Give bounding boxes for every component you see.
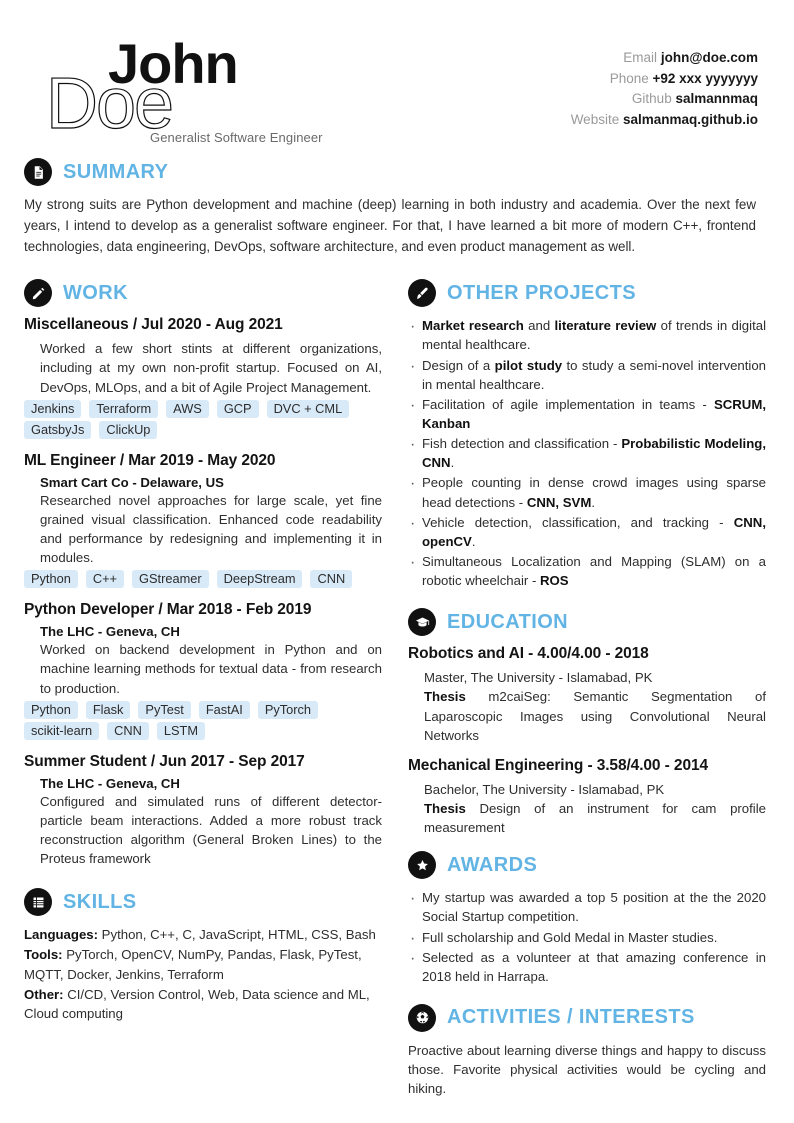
contact-label-website: Website bbox=[570, 111, 620, 127]
paintbrush-icon bbox=[408, 279, 436, 307]
star-icon bbox=[408, 851, 436, 879]
skills-line-languages bbox=[24, 925, 382, 945]
list-item bbox=[408, 473, 766, 511]
work-entry-desc: Worked on backend development in Python and on machine learning methods for textual data - from research to production. bbox=[40, 642, 382, 696]
education-entry-title: Robotics and AI - 4.00/4.00 - 2018 bbox=[408, 645, 649, 663]
section-work bbox=[24, 279, 382, 868]
section-summary bbox=[24, 158, 758, 257]
skill-tag: FastAI bbox=[199, 701, 250, 719]
skill-tag: GatsbyJs bbox=[24, 421, 91, 439]
list-item-text: to study a semi-novel intervention in mental healthcare. bbox=[422, 357, 766, 392]
other-projects-heading bbox=[408, 279, 766, 307]
education-entry-degree: Bachelor, The University - Islamabad, PK bbox=[424, 781, 665, 797]
contact-label-email: Email bbox=[623, 50, 658, 65]
work-entry-org: Smart Cart Co - Delaware, US bbox=[40, 474, 224, 490]
skills-value-languages: Python, C++, C, JavaScript, HTML, CSS, Bash bbox=[98, 927, 376, 943]
list-item-text: Design of a bbox=[422, 357, 495, 373]
work-entry-desc: Worked a few short stints at different organizations, including at my own non-profit startup. Focused on AI, DevOps, MLOps, and a bit of Agile Project Management. bbox=[40, 341, 382, 395]
list-item-text: Simultaneous Localization and Mapping (SLAM) on a robotic wheelchair - bbox=[422, 553, 766, 589]
skill-tag: PyTest bbox=[138, 701, 190, 719]
list-item bbox=[408, 316, 766, 354]
education-heading bbox=[408, 608, 766, 636]
skills-value-tools: PyTorch, OpenCV, NumPy, Pandas, Flask, PyTest, MQTT, Docker, Jenkins, Terraform bbox=[24, 947, 362, 982]
contact-value-website[interactable]: salmanmaq.github.io bbox=[622, 111, 758, 127]
name-block bbox=[24, 22, 404, 145]
job-title: Generalist Software Engineer bbox=[150, 130, 323, 145]
awards-list bbox=[408, 888, 766, 986]
thesis-label: Thesis bbox=[424, 689, 466, 705]
contact-row-website bbox=[571, 110, 758, 131]
education-entry bbox=[408, 645, 766, 745]
other-projects-title: OTHER PROJECTS bbox=[447, 281, 636, 304]
contact-value-email[interactable]: john@doe.com bbox=[660, 50, 758, 65]
summary-heading bbox=[24, 158, 758, 186]
awards-heading bbox=[408, 851, 766, 879]
list-item-text: Facilitation of agile implementation in teams - bbox=[422, 396, 714, 412]
list-item-emphasis: Probabilistic Modeling, CNN bbox=[422, 436, 766, 471]
thesis-label: Thesis bbox=[424, 800, 466, 816]
activities-heading bbox=[408, 1004, 766, 1032]
thesis-text: Design of an instrument for cam profile measurement bbox=[424, 800, 766, 836]
list-item-emphasis: Market research bbox=[422, 318, 524, 334]
soccer-ball-icon bbox=[408, 1004, 436, 1032]
list-item bbox=[408, 356, 766, 394]
contact-row-github bbox=[571, 89, 758, 110]
skill-tag: CNN bbox=[310, 570, 352, 588]
section-skills bbox=[24, 888, 382, 1024]
contact-block bbox=[571, 22, 758, 130]
work-entry-org: The LHC - Geneva, CH bbox=[40, 624, 180, 640]
skill-tag: C++ bbox=[86, 570, 124, 588]
skill-tag: Flask bbox=[86, 701, 131, 719]
list-item-emphasis: pilot study bbox=[494, 357, 563, 373]
education-entry-degree: Master, The University - Islamabad, PK bbox=[424, 670, 653, 686]
section-awards bbox=[408, 851, 766, 986]
list-item-text: Fish detection and classification - bbox=[422, 436, 622, 452]
list-item: · Full scholarship and Gold Medal in Master studies. bbox=[408, 928, 766, 947]
work-entry-body bbox=[24, 475, 382, 589]
list-item-emphasis: ROS bbox=[540, 573, 569, 589]
list-icon bbox=[24, 888, 52, 916]
right-column bbox=[408, 279, 766, 1098]
work-entry-desc: Researched novel approaches for large scale, yet fine grained visual classification. Enhanced code readability and performance by redesigning and implementing it in modules. bbox=[40, 492, 382, 566]
skills-value-other: CI/CD, Version Control, Web, Data science and ML, Cloud computing bbox=[24, 986, 370, 1022]
work-title: WORK bbox=[63, 281, 128, 304]
skill-tag: LSTM bbox=[157, 722, 205, 740]
section-other-projects bbox=[408, 279, 766, 590]
contact-label-phone: Phone bbox=[609, 70, 649, 86]
skill-tag: DeepStream bbox=[217, 570, 303, 588]
contact-row-phone bbox=[571, 69, 758, 90]
skills-heading bbox=[24, 888, 382, 916]
work-entry bbox=[24, 753, 382, 869]
skill-tag: Terraform bbox=[89, 400, 158, 418]
skill-tag: Python bbox=[24, 570, 78, 588]
summary-text: My strong suits are Python development and machine (deep) learning in both industry and academia. Over the next few years, I intend to develop as a generalist software engineer. For that, I have learned a bit more of modern C++, frontend technologies, data engineering, DevOps, software architecture, and even product management as well. bbox=[24, 197, 756, 254]
pencil-icon bbox=[24, 279, 52, 307]
other-projects-list bbox=[408, 316, 766, 590]
work-entry-org: The LHC - Geneva, CH bbox=[40, 775, 180, 791]
awards-title: AWARDS bbox=[447, 853, 538, 876]
first-name: John bbox=[108, 32, 238, 95]
skill-tag: Python bbox=[24, 701, 78, 719]
contact-value-github[interactable]: salmannmaq bbox=[675, 91, 758, 107]
skill-tag: scikit-learn bbox=[24, 722, 99, 740]
education-entry-body bbox=[408, 668, 766, 745]
body-columns bbox=[24, 279, 767, 1098]
skill-tag: AWS bbox=[166, 400, 209, 418]
list-item-emphasis: CNN, openCV bbox=[422, 514, 766, 549]
skills-label-other: Other: bbox=[24, 986, 64, 1002]
skill-tag: CNN bbox=[107, 722, 149, 740]
skills-label-languages: Languages: bbox=[24, 927, 99, 943]
work-entry-tags bbox=[24, 570, 382, 588]
section-activities bbox=[408, 1004, 766, 1098]
work-entry-title: Miscellaneous / Jul 2020 - Aug 2021 bbox=[24, 316, 283, 334]
skills-label-tools: Tools: bbox=[24, 947, 63, 963]
work-entry-desc: Configured and simulated runs of different detector-particle beam interactions. Added a more robust track reconstruction algorithm (General Broken Lines) to the Proteus framework bbox=[40, 793, 382, 867]
list-item: · My startup was awarded a top 5 position at the the 2020 Social Startup competition. bbox=[408, 888, 766, 926]
work-entry-tags bbox=[24, 701, 382, 740]
list-item bbox=[408, 552, 766, 590]
list-item-text: and bbox=[523, 318, 555, 334]
list-item-emphasis: CNN, SVM bbox=[526, 494, 592, 510]
activities-text: Proactive about learning diverse things and happy to discuss those. Favorite physical activities would be cycling and hiking. bbox=[408, 1042, 766, 1097]
education-title: EDUCATION bbox=[447, 610, 569, 633]
education-entry-thesis bbox=[424, 799, 766, 837]
list-item: · Selected as a volunteer at that amazing conference in 2018 held in Harrapa. bbox=[408, 948, 766, 986]
work-entry-title: Summer Student / Jun 2017 - Sep 2017 bbox=[24, 752, 305, 770]
contact-row-email bbox=[571, 48, 758, 69]
resume-header bbox=[24, 22, 758, 145]
education-entry-thesis bbox=[424, 687, 766, 744]
left-column bbox=[24, 279, 382, 1098]
skill-tag: GCP bbox=[217, 400, 259, 418]
skill-tag: Jenkins bbox=[24, 400, 81, 418]
education-entry bbox=[408, 757, 766, 837]
graduation-cap-icon bbox=[408, 608, 436, 636]
work-entry bbox=[24, 452, 382, 589]
list-item bbox=[408, 395, 766, 433]
work-entry-body bbox=[24, 624, 382, 739]
work-heading bbox=[24, 279, 382, 307]
skills-title: SKILLS bbox=[63, 890, 137, 913]
summary-title: SUMMARY bbox=[63, 160, 169, 183]
thesis-text: m2caiSeg: Semantic Segmentation of Laparoscopic Images using Convolutional Neural Networks bbox=[424, 689, 766, 743]
list-item bbox=[408, 513, 766, 551]
work-entry-title: Python Developer / Mar 2018 - Feb 2019 bbox=[24, 601, 312, 619]
list-item-text: People counting in dense crowd images using sparse head detections - bbox=[422, 475, 766, 510]
list-item-emphasis: SCRUM, Kanban bbox=[422, 396, 766, 431]
list-item-text: . bbox=[471, 533, 476, 549]
skill-tag: DVC + CML bbox=[267, 400, 350, 418]
skills-line-tools bbox=[24, 945, 382, 985]
skills-line-other bbox=[24, 985, 382, 1025]
work-entry bbox=[24, 601, 382, 739]
work-entry-body bbox=[24, 339, 382, 438]
work-entry-tags bbox=[24, 400, 382, 439]
skill-tag: GStreamer bbox=[132, 570, 209, 588]
list-item bbox=[408, 434, 766, 472]
list-item-text: . bbox=[450, 455, 455, 471]
contact-value-phone[interactable]: +92 xxx yyyyyyy bbox=[652, 70, 758, 86]
list-item-text: of trends in digital mental healthcare. bbox=[422, 318, 767, 353]
education-entry-body bbox=[408, 780, 766, 837]
contact-label-github: Github bbox=[631, 91, 672, 107]
last-name: Doe bbox=[46, 64, 173, 144]
work-entry bbox=[24, 316, 382, 438]
skill-tag: PyTorch bbox=[258, 701, 318, 719]
section-education bbox=[408, 608, 766, 837]
list-item-emphasis: literature review bbox=[554, 318, 657, 334]
activities-title: ACTIVITIES / INTERESTS bbox=[447, 1006, 695, 1029]
work-entry-body bbox=[24, 776, 382, 869]
work-entry-title: ML Engineer / Mar 2019 - May 2020 bbox=[24, 451, 276, 469]
document-icon bbox=[24, 158, 52, 186]
skill-tag: ClickUp bbox=[99, 421, 157, 439]
list-item-text: Vehicle detection, classification, and tracking - bbox=[422, 514, 734, 530]
education-entry-title: Mechanical Engineering - 3.58/4.00 - 2014 bbox=[408, 756, 709, 774]
list-item-text: . bbox=[591, 494, 595, 510]
